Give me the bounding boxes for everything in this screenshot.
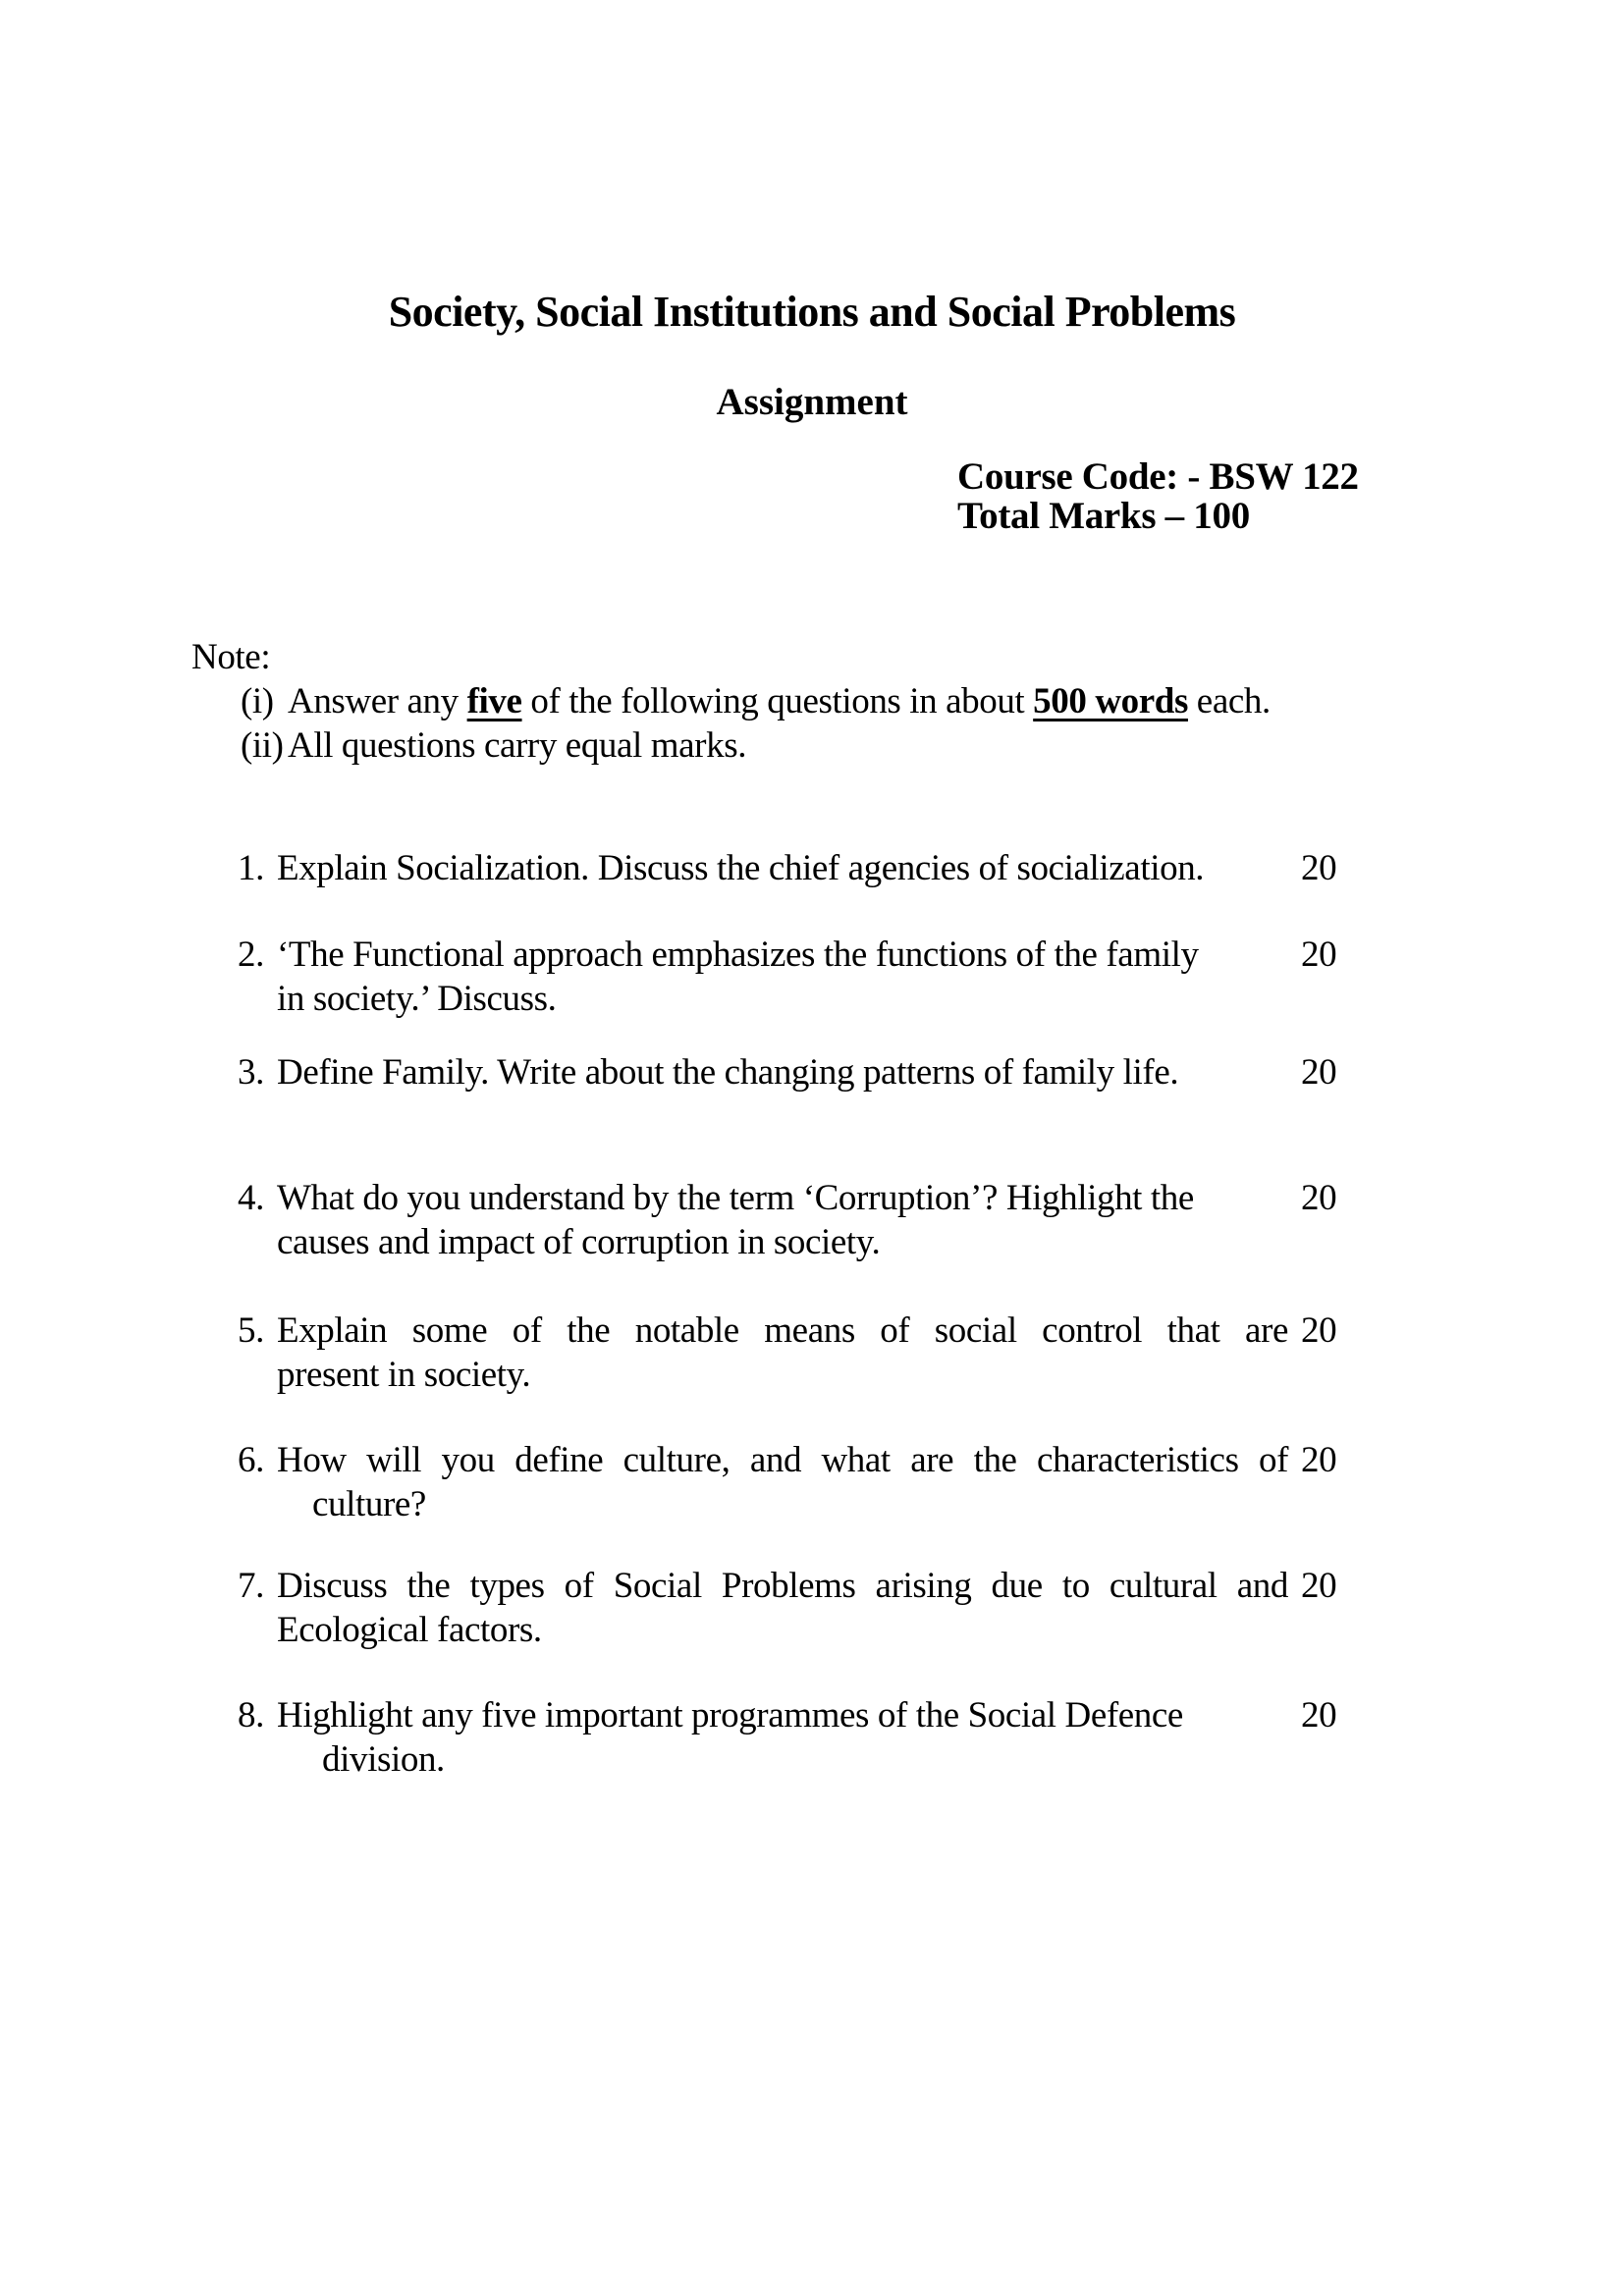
question-marks: 20 — [1301, 1310, 1337, 1351]
question-text — [277, 933, 1288, 1021]
question-text — [277, 846, 1288, 890]
question-line: Discuss the types of Social Problems arising due to cultural and — [277, 1566, 1288, 1606]
note-item-number: (ii) — [241, 725, 284, 766]
question-number: 5. — [238, 1310, 264, 1351]
note-emphasis-text: five — [466, 681, 522, 721]
question-number: 6. — [238, 1440, 264, 1480]
question-text — [277, 1564, 1288, 1652]
question-line: Define Family. Write about the changing patterns of family life. — [277, 1052, 1179, 1093]
question-number: 2. — [238, 934, 264, 975]
question-number: 3. — [238, 1052, 264, 1093]
question-marks: 20 — [1301, 1178, 1337, 1218]
question-row — [238, 1693, 1347, 1782]
question-line: What do you understand by the term ‘Corruption’? Highlight the — [277, 1178, 1194, 1218]
question-line: causes and impact of corruption in society. — [277, 1222, 881, 1262]
question-line: Highlight any five important programmes of the Social Defence — [277, 1695, 1183, 1735]
question-marks: 20 — [1301, 1695, 1337, 1735]
question-number: 7. — [238, 1566, 264, 1606]
note-list — [241, 679, 1438, 768]
note-item-text — [288, 723, 1438, 768]
note-label: Note: — [191, 637, 271, 677]
question-marks: 20 — [1301, 1566, 1337, 1606]
question-line: in society.’ Discuss. — [277, 979, 557, 1019]
question-marks: 20 — [1301, 934, 1337, 975]
note-item — [241, 723, 1438, 768]
question-line: culture? — [312, 1484, 426, 1524]
question-marks: 20 — [1301, 1440, 1337, 1480]
question-marks: 20 — [1301, 1052, 1337, 1093]
question-line: Explain some of the notable means of social control that are — [277, 1310, 1288, 1351]
question-line: Explain Socialization. Discuss the chief agencies of socialization. — [277, 848, 1205, 888]
question-row — [238, 1176, 1347, 1264]
document-title: Society, Social Institutions and Social Problems — [388, 288, 1236, 336]
question-row — [238, 1438, 1347, 1526]
course-info-block — [957, 457, 1359, 536]
question-row — [238, 1564, 1347, 1652]
note-plain-text: Answer any — [288, 681, 467, 721]
question-line: division. — [322, 1739, 445, 1780]
question-text — [277, 1050, 1288, 1095]
note-plain-text: of the following questions in about — [521, 681, 1034, 721]
document-subtitle: Assignment — [716, 381, 908, 423]
question-row — [238, 846, 1347, 890]
question-text — [277, 1176, 1288, 1264]
question-number: 4. — [238, 1178, 264, 1218]
question-row — [238, 1050, 1347, 1095]
question-row — [238, 1308, 1347, 1397]
question-line: present in society. — [277, 1355, 531, 1395]
question-line: How will you define culture, and what are the characteristics of — [277, 1440, 1288, 1480]
note-item-number: (i) — [241, 681, 274, 721]
question-text — [277, 1438, 1288, 1526]
question-line: ‘The Functional approach emphasizes the functions of the family — [277, 934, 1199, 975]
question-row — [238, 933, 1347, 1021]
question-number: 8. — [238, 1695, 264, 1735]
note-plain-text: All questions carry equal marks. — [288, 725, 747, 766]
total-marks: Total Marks – 100 — [957, 495, 1250, 537]
note-emphasis-text: 500 words — [1033, 681, 1188, 721]
question-text — [277, 1693, 1288, 1782]
question-text — [277, 1308, 1288, 1397]
course-code: Course Code: - BSW 122 — [957, 455, 1359, 498]
note-item — [241, 679, 1438, 723]
question-number: 1. — [238, 848, 264, 888]
question-line: Ecological factors. — [277, 1610, 542, 1650]
question-marks: 20 — [1301, 848, 1337, 888]
note-plain-text: each. — [1187, 681, 1271, 721]
note-item-text — [288, 679, 1438, 723]
